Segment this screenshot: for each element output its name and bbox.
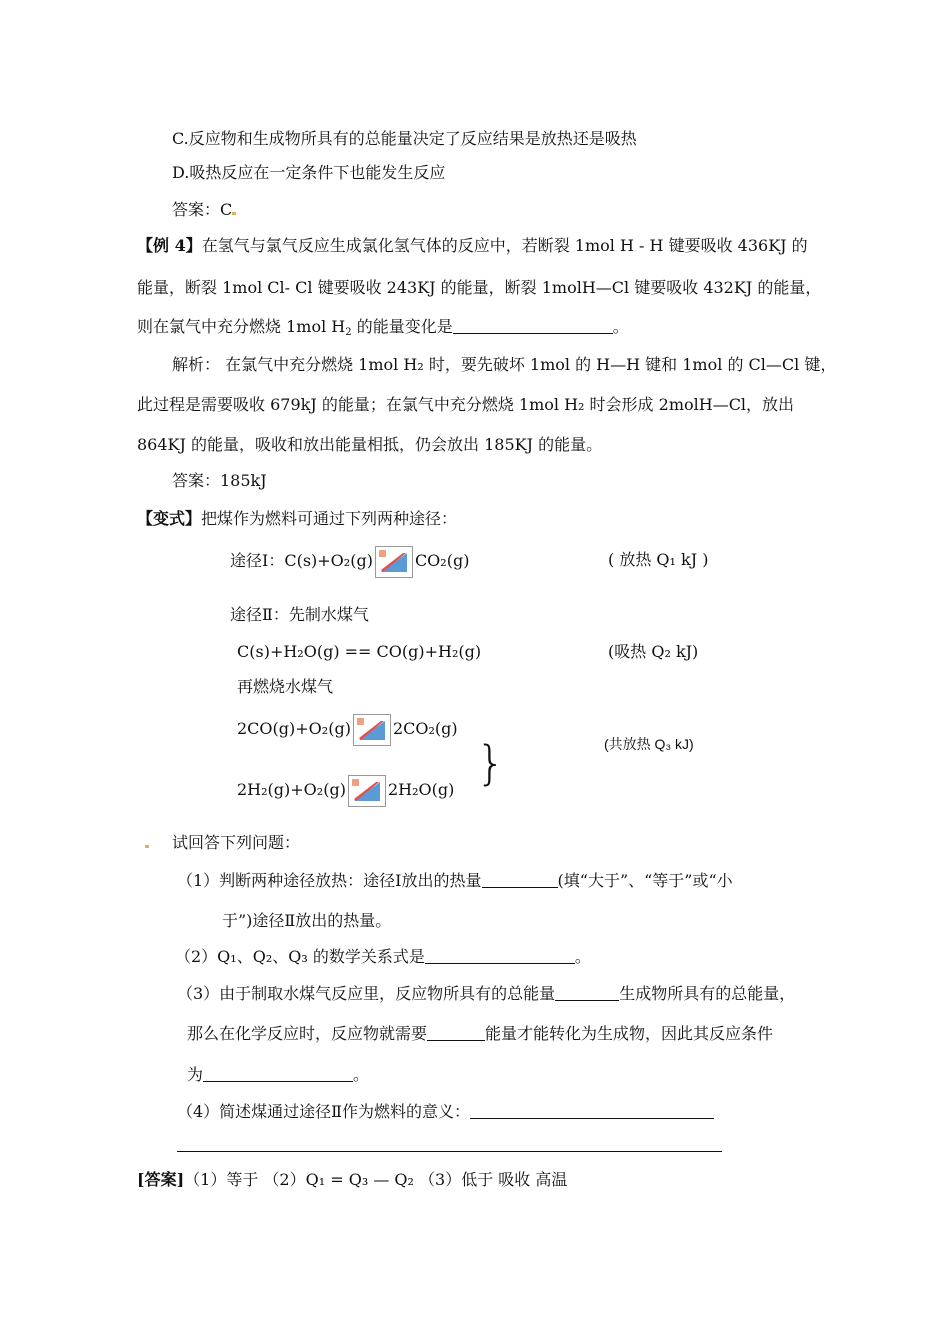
answer-1 xyxy=(172,199,236,221)
blank-q2[interactable] xyxy=(425,948,575,964)
variant-text: 把煤作为燃料可通过下列两种途径： xyxy=(201,509,458,528)
example-4-tag: 【例 4】 xyxy=(137,236,202,255)
ink-mark xyxy=(145,845,149,848)
blank-q3-c[interactable] xyxy=(203,1066,353,1082)
route-1-label: 途径Ⅰ： xyxy=(230,551,285,570)
route-1-right: CO₂(g) xyxy=(414,551,470,570)
example-4-line-3 xyxy=(137,316,629,344)
analysis-line-1: 解析： 在氯气中充分燃烧 1mol H₂ 时，要先破坏 1mol 的 H—H 键和 1mol 的 Cl—Cl 键， xyxy=(172,355,837,374)
route-2-heat: (吸热 Q₂ kJ) xyxy=(608,642,699,661)
blank-q3-b[interactable] xyxy=(427,1025,485,1041)
equation-4-left: 2H₂(g)+O₂(g) xyxy=(237,780,346,799)
equation-3-left: 2CO(g)+O₂(g) xyxy=(237,719,351,738)
question-3-text-b: 生成物所具有的总能量， xyxy=(619,984,796,1003)
equation-3 xyxy=(237,712,458,746)
question-3-text-c: 那么在化学反应时，反应物就需要 xyxy=(187,1024,428,1043)
question-1-text-b: (填“大于”、“等于”或“小 xyxy=(557,871,733,890)
route-2-equation: C(s)+H₂O(g) == CO(g)+H₂(g) xyxy=(237,642,482,661)
variant-line xyxy=(137,508,457,530)
route-1 xyxy=(230,544,469,578)
question-1-line-2: 于”)途径Ⅱ放出的热量。 xyxy=(222,911,392,930)
final-answer-text: （1）等于 （2）Q₁ = Q₃ — Q₂ （3）低于 吸收 高温 xyxy=(184,1170,568,1189)
example-4-text-3a: 则在氯气中充分燃烧 1mol H xyxy=(137,317,346,336)
variant-tag: 【变式】 xyxy=(137,509,202,528)
blank-q3-a[interactable] xyxy=(555,985,619,1001)
example-4-text-3b: 的能量变化是 xyxy=(351,317,453,336)
analysis-line-3: 864KJ 的能量，吸收和放出能量相抵，仍会放出 185KJ 的能量。 xyxy=(137,435,603,454)
blank-q4[interactable] xyxy=(470,1103,714,1119)
example-4-subscript: 2 xyxy=(345,327,352,338)
ink-mark-left xyxy=(145,832,149,854)
equation-4 xyxy=(237,773,454,807)
ink-mark xyxy=(232,212,236,215)
answer-1-text: 答案：C xyxy=(172,200,233,219)
example-4-text-1: 在氢气与氯气反应生成氯化氢气体的反应中，若断裂 1mol H - H 键要吸收 436KJ 的 xyxy=(201,236,808,255)
blank-q1[interactable] xyxy=(482,872,558,888)
question-3-text-a: （3）由于制取水煤气反应里，反应物所具有的总能量 xyxy=(177,984,556,1003)
question-2-text-a: （2）Q₁、Q₂、Q₃ 的数学关系式是 xyxy=(175,947,425,966)
option-d: D.吸热反应在一定条件下也能发生反应 xyxy=(172,163,446,182)
reaction-arrow-icon xyxy=(348,775,386,807)
questions-intro: 试回答下列问题： xyxy=(172,833,301,852)
question-3-line-3 xyxy=(187,1064,369,1086)
question-1-text-a: （1）判断两种途径放热：途径Ⅰ放出的热量 xyxy=(177,871,482,890)
route-2-burn: 再燃烧水煤气 xyxy=(237,677,334,696)
question-4-text: （4）简述煤通过途径Ⅱ作为燃料的意义： xyxy=(177,1102,471,1121)
question-4 xyxy=(177,1101,714,1123)
final-answer xyxy=(137,1169,567,1191)
equation-4-right: 2H₂O(g) xyxy=(387,780,455,799)
route-2-label: 途径Ⅱ：先制水煤气 xyxy=(230,605,369,624)
option-c: C.反应物和生成物所具有的总能量决定了反应结果是放热还是吸热 xyxy=(172,129,637,148)
example-4-text-3c: 。 xyxy=(612,317,629,336)
question-1-line-1 xyxy=(177,870,733,892)
reaction-arrow-icon xyxy=(353,714,391,746)
route-1-left: C(s)+O₂(g) xyxy=(284,551,373,570)
question-3-text-f: 。 xyxy=(353,1065,370,1084)
final-answer-tag: [答案] xyxy=(137,1170,185,1189)
answer-line-q4[interactable] xyxy=(177,1151,722,1152)
analysis-line-2: 此过程是需要吸收 679kJ 的能量；在氯气中充分燃烧 1mol H₂ 时会形成 2molH—Cl，放出 xyxy=(137,395,795,414)
blank-energy-change[interactable] xyxy=(453,318,613,334)
example-4-line-2: 能量，断裂 1mol Cl- Cl 键要吸收 243KJ 的能量，断裂 1molH—Cl 键要吸收 432KJ 的能量， xyxy=(137,278,822,297)
question-3-line-1 xyxy=(177,983,795,1005)
answer-2: 答案：185kJ xyxy=(172,471,267,490)
right-brace: } xyxy=(476,736,506,790)
question-3-text-d: 能量才能转化为生成物，因此其反应条件 xyxy=(485,1024,774,1043)
question-2-text-b: 。 xyxy=(574,947,591,966)
equation-3-heat: (共放热 Q₃ kJ) xyxy=(604,736,694,752)
example-4-line-1 xyxy=(137,235,808,257)
reaction-arrow-icon xyxy=(375,546,413,578)
question-2 xyxy=(175,946,591,968)
question-3-line-2 xyxy=(187,1023,773,1045)
route-1-heat: ( 放热 Q₁ kJ ) xyxy=(608,550,709,569)
equation-3-right: 2CO₂(g) xyxy=(392,719,458,738)
question-3-text-e: 为 xyxy=(187,1065,204,1084)
